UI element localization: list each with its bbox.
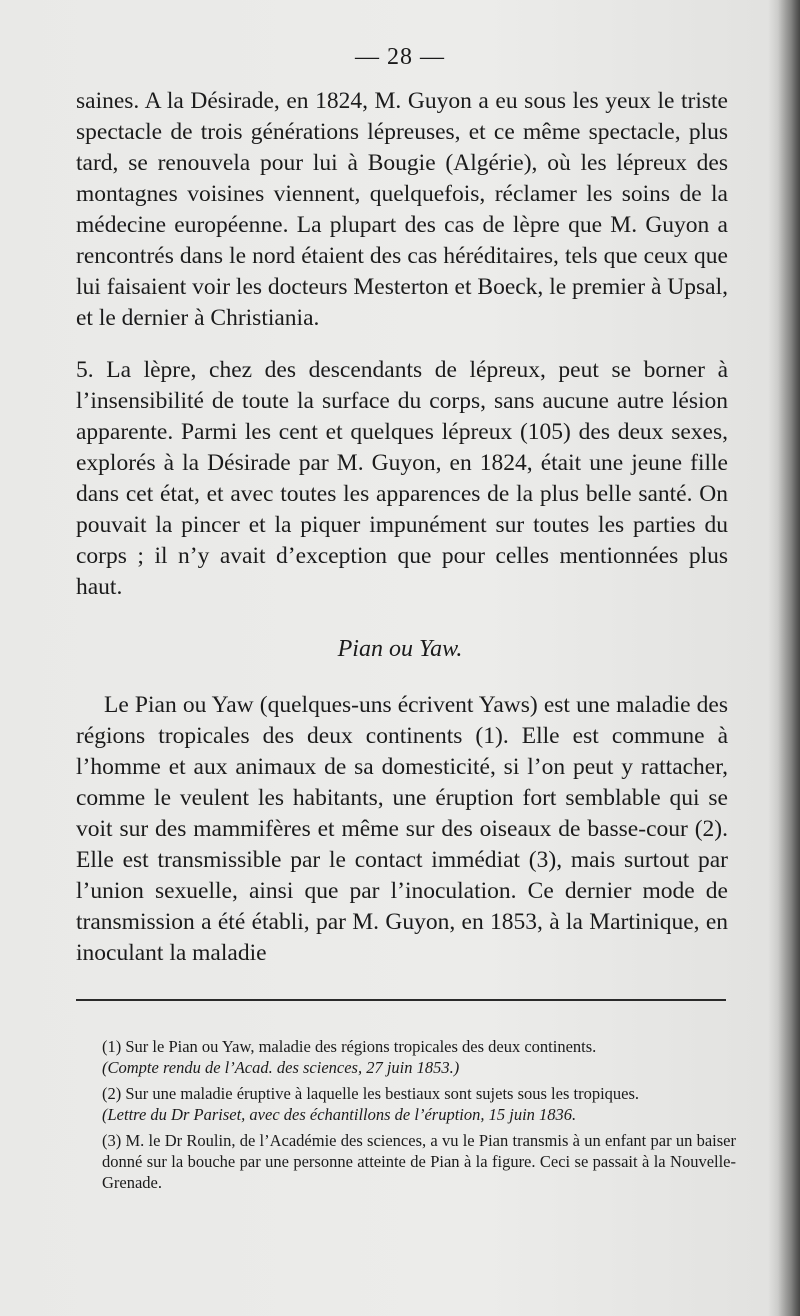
paragraph-1-text: saines. A la Désirade, en 1824, M. Guyon a eu sous les yeux le triste spectacle de trois générations lépreuses, et ce même spectacle, plus tard, se renouvela pour lui à Bougie (Algérie), où les lépreux des montagnes voisines viennent, quelquefois, réclamer les soins de la médecine européenne. La plupart des cas de lèpre que M. Guyon a rencontrés dans le nord étaient des cas héréditaires, tels que ceux que lui faisaient voir les docteurs Mesterton et Boeck, le premier à Upsal, et le dernier à Christiania. <box>76 88 728 331</box>
footnotes <box>76 1036 736 1198</box>
footnote-2 <box>76 1083 736 1125</box>
paragraph-3 <box>76 690 728 969</box>
paragraph-1 <box>76 86 728 334</box>
section-title: Pian ou Yaw. <box>337 636 463 662</box>
paragraph-3-text: Le Pian ou Yaw (quelques-uns écrivent Yaws) est une maladie des régions tropicales des deux continents (1). Elle est commune à l’homme et aux animaux de sa domesticité, si l’on peut y rattacher, comme le veulent les habitants, une éruption fort semblable qui se voit sur des mammifères et même sur des oiseaux de basse-cour (2). Elle est transmissible par le contact immédiat (3), mais surtout par l’union sexuelle, ainsi que par l’inoculation. Ce dernier mode de transmission a été établi, par M. Guyon, en 1853, à la Martinique, en inoculant la maladie <box>76 692 728 966</box>
footnote-divider <box>76 999 726 1001</box>
footnote-1-text: (1) Sur le Pian ou Yaw, maladie des régions tropicales des deux continents. <box>102 1037 597 1056</box>
footnote-3 <box>76 1130 736 1193</box>
paragraph-2 <box>76 355 728 603</box>
footnote-1-reference: (Compte rendu de l’Acad. des sciences, 27 juin 1853.) <box>102 1058 460 1077</box>
footnote-1 <box>76 1036 736 1078</box>
paragraph-2-text: 5. La lèpre, chez des descendants de lépreux, peut se borner à l’insensibilité de toute la surface du corps, sans aucune autre lésion apparente. Parmi les cent et quelques lépreux (105) des deux sexes, explorés à la Désirade par M. Guyon, en 1824, était une jeune fille dans cet état, et avec toutes les apparences de la plus belle santé. On pouvait la pincer et la piquer impunément sur toutes les parties du corps ; il n’y avait d’exception que pour celles mentionnées plus haut. <box>76 357 728 600</box>
footnote-3-text: (3) M. le Dr Roulin, de l’Académie des sciences, a vu le Pian transmis à un enfant par un baiser donné sur la bouche par une personne atteinte de Pian à la figure. Ceci se passait à la Nouvelle-Grenade. <box>102 1131 736 1192</box>
page-number: — 28 — <box>355 44 445 70</box>
footnote-2-text: (2) Sur une maladie éruptive à laquelle les bestiaux sont sujets sous les tropiques. <box>102 1084 640 1103</box>
footnote-2-reference: (Lettre du Dr Pariset, avec des échantillons de l’éruption, 15 juin 1836. <box>102 1105 577 1124</box>
